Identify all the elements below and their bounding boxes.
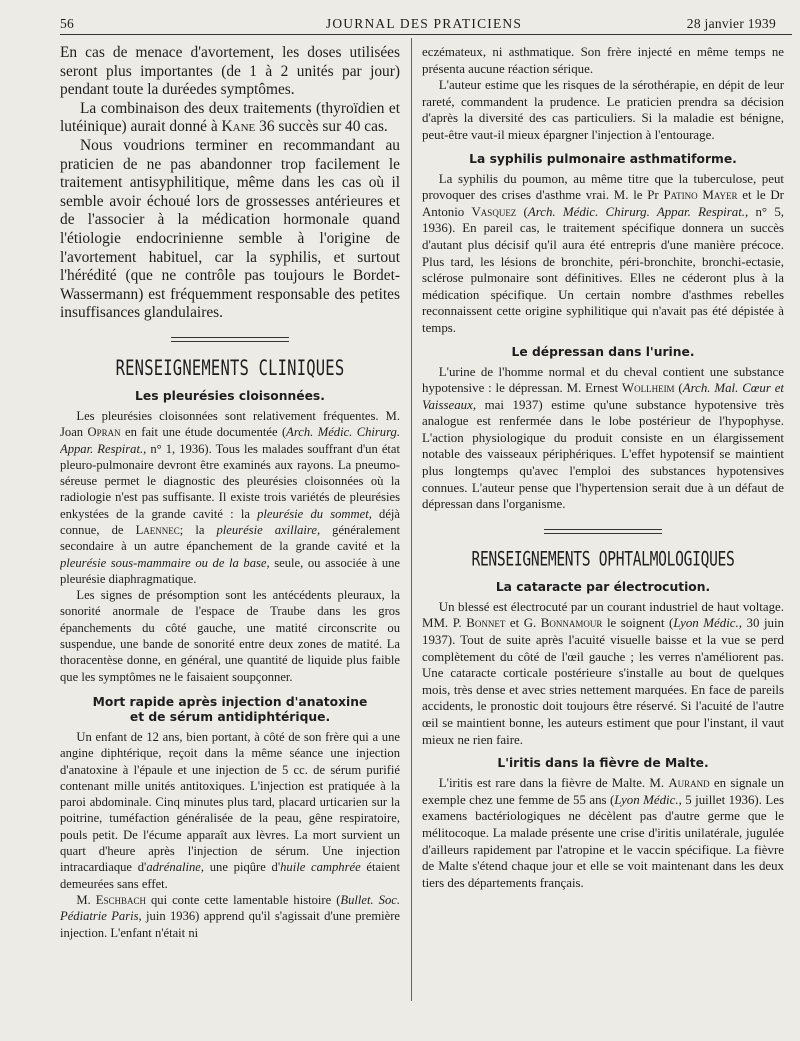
- paragraph: En cas de menace d'avortement, les doses utilisées seront plus importantes (de 1 à 2 unités par jour) pendant toute la duréedes symptômes.: [60, 44, 400, 99]
- issue-date: 28 janvier 1939: [686, 16, 776, 31]
- paragraph: L'iritis est rare dans la fièvre de Malte. M. Aurand en signale un exemple chez une femme de 55 ans (Lyon Médic., 5 juillet 1936). Les examens bactériologiques ne décèlent pas d'autre germe que le mélitocoque. La malade présente une crise d'iritis unilatérale, jugulée d'ailleurs rapidement par l'atropine et le vaccin spécifique. La fièvre de Malte s'étend chaque jour et elle se voit maintenant dans les deux tiers des départements français.: [422, 776, 784, 890]
- paragraph: Les signes de présomption sont les antécédents pleuraux, la sonorité anormale de l'espace de Traube dans les gros épanchements du côté gauche, une matité circonscrite ou suspendue, une bande de sonorité entre deux zones de matité. La thoracentèse donne, en général, une quantité de liquide plus faible que les symptômes ne le faisaient soupçonner.: [60, 588, 400, 684]
- article-pleuresies: [60, 389, 400, 941]
- article-title: Les pleurésies cloisonnées.: [135, 388, 325, 403]
- article-title: La syphilis pulmonaire asthmatiforme.: [469, 151, 737, 166]
- page-number: 56: [60, 16, 75, 31]
- section-title-cliniques: RENSEIGNEMENTS CLINIQUES: [115, 355, 345, 381]
- header-rule: [60, 34, 792, 35]
- paragraph: La syphilis du poumon, au même titre que la tuberculose, peut provoquer des crises d'asthme vrai. M. le Pr Patino Mayer et le Dr Antonio Vasquez (Arch. Médic. Chirurg. Appar. Respirat., n° 5, 1936). En pareil cas, le traitement spécifique donnera un succès d'autant plus décisif qu'il aura été entrepris d'une manière précoce. Plus tard, les lésions de bronchite, péri-bronchite, bronchi-ectasie, sclérose pulmonaire sont définitives. Elles ne céderont plus à la médication spécifique. Un certain nombre d'asthmes rebelles reconnaissent cette origine syphilitique qui n'avait pas été dépistée à temps.: [422, 171, 784, 335]
- column-divider: [411, 38, 412, 1001]
- article-title: La cataracte par électrocution.: [495, 579, 711, 594]
- avortement-conclusion: [60, 44, 400, 323]
- double-rule-separator: [171, 337, 289, 345]
- paragraph: L'auteur estime que les risques de la sérothérapie, en dépit de leur rareté, commandent la prudence. Le praticien prendra sa décision d'après la diversité des cas particuliers. Si la maladie est bénigne, peut-être vaut-il mieux épargner l'injection à l'entourage.: [422, 78, 784, 142]
- paragraph: L'urine de l'homme normal et du cheval contient une substance hypotensive : le dépressan. M. Ernest Wollheim (Arch. Mal. Cœur et Vaisseaux, mai 1937) estime qu'une substance hypotensive très analogue est renfermée dans le lobe postérieur de l'hypophyse. L'action physiologique du produit consiste en un élargissement notable des vaisseaux périphériques. L'effet hypotensif se maintient plus longtemps qu'avec l'emploi des substances hypotensives connues. L'auteur pense que l'hypertension serait due à un défaut de dépressan dans l'organisme.: [422, 364, 784, 512]
- paragraph: Un blessé est électrocuté par un courant industriel de haut voltage. MM. P. Bonnet et G. Bonnamour le soignent (Lyon Médic., 30 juin 1937). Tout de suite après l'acuité visuelle baisse et la vue se perd complètement du côté de l'œil gauche ; les verres n'améliorent pas. Une cataracte corticale postérieure s'installe au bout de quelques mois, très dense et avec stries nettement marquées. En face de pareils accidents, le pronostic doit toujours être réservé. Si l'acuité de l'autre œil se maintient bonne, les auteurs estiment que pour l'instant, il vaut mieux ne rien faire.: [422, 599, 784, 747]
- article-title: Le dépressan dans l'urine.: [511, 344, 695, 359]
- section-title-ophtalmologiques: RENSEIGNEMENTS OPHTALMOLOGIQUES: [471, 547, 735, 571]
- paragraph: Nous voudrions terminer en recommandant au praticien de ne pas abandonner trop facilement le traitement antisyphilitique, même dans les cas où il semble avoir échoué lors de grossesses antérieures et de l'associer à la médication hormonale quand l'étiologie endocrinienne semble à l'origine de l'avortement habituel, car la syphilis, et surtout l'hérédité (que ne contrôle pas toujours le Bordet-Wassermann) est fréquemment responsable des petites insuffisances glandulaires.: [60, 136, 400, 322]
- paragraph: La combinaison des deux traitements (thyroïdien et lutéinique) aurait donné à Kane 36 succès sur 40 cas.: [60, 99, 400, 136]
- left-column: [60, 44, 400, 1029]
- article-title: Mort rapide après injection d'anatoxine et de sérum antidiphtérique.: [92, 694, 368, 724]
- paragraph: Un enfant de 12 ans, bien portant, à côté de son frère qui a une angine diphtérique, reçoit dans la même séance une injection d'anatoxine à l'épaule et une injection de 5 cc. de sérum purifié contenant mille unités antitoxiques. L'injection est pratiquée à la paroi abdominale. Cinq minutes plus tard, placard urticarien sur la poitrine, tuméfaction généralisée de la peau, gêne respiratoire, pouls petit. De l'écume apparaît aux lèvres. La mort survient un quart d'heure après l'injection de sérum. Une injection intracardiaque d'adrénaline, une piqûre d'huile camphrée étaient demeurées sans effet.: [60, 729, 400, 891]
- paragraph: M. Eschbach qui conte cette lamentable histoire (Bullet. Soc. Pédiatrie Paris, juin 1936) apprend qu'il s'agissait d'une première injection. L'enfant n'était ni: [60, 892, 400, 940]
- journal-title: JOURNAL DES PRATICIENS: [325, 16, 523, 31]
- double-rule-separator: [544, 529, 662, 537]
- right-column: [422, 44, 784, 1029]
- article-title: L'iritis dans la fièvre de Malte.: [497, 756, 709, 771]
- paragraph: Les pleurésies cloisonnées sont relativement fréquentes. M. Joan Opran en fait une étude documentée (Arch. Médic. Chirurg. Appar. Respirat., n° 1, 1936). Tous les malades souffrant d'un état pleuro-pulmonaire devront être examinés aux rayons. La pneumo-séreuse permet le diagnostic des pleurésies cloisonnées où la radiologie n'est pas suffisante. Il existe trois variétés de pleurésies enkystées de la grande cavité : la pleurésie du sommet, déjà connue, de Laennec; la pleurésie axillaire, généralement secondaire à un autre épanchement de la grande cavité et la pleurésie sous-mammaire ou de la base, seule, ou associée à une pleurésie diaphragmatique.: [60, 408, 400, 586]
- paragraph: eczémateux, ni asthmatique. Son frère injecté en même temps ne présenta aucune réaction sérique.: [422, 45, 784, 76]
- author-name: Kane: [221, 118, 256, 136]
